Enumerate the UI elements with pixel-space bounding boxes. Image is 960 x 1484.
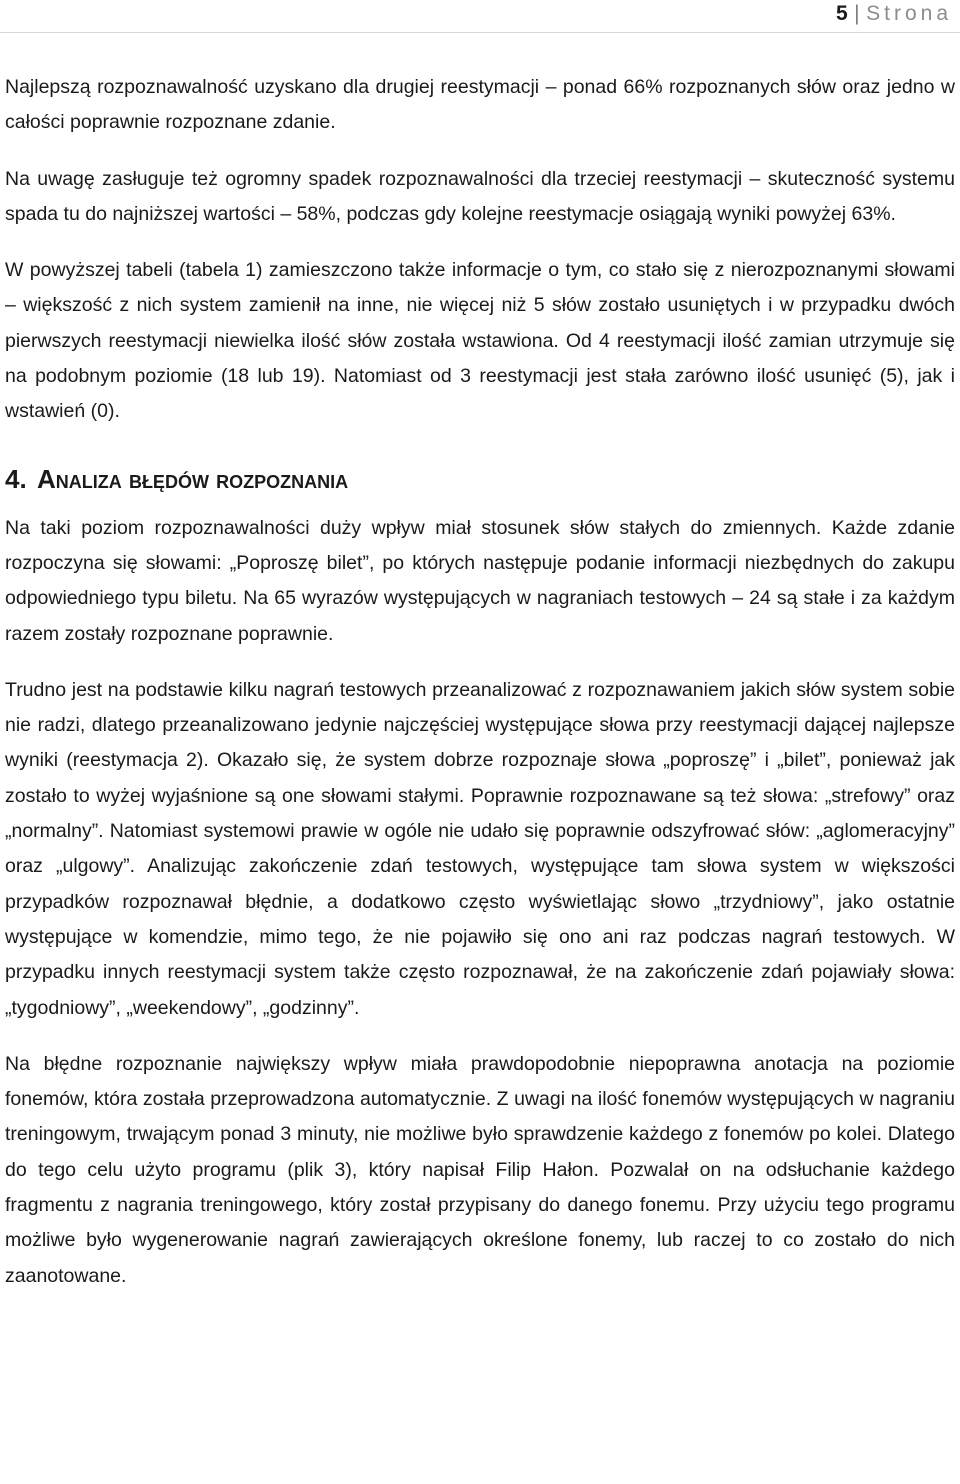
section-number: 4. [5,463,27,494]
paragraph-word-analysis: Trudno jest na podstawie kilku nagrań testowych przeanalizować z rozpoznawaniem jakich słów system sobie nie radzi, dlatego przeanalizowano jedynie najczęściej występujące słowa przy reestymacji dającej najlepsze wyniki (reestymacja 2). Okazało się, że system dobrze rozpoznaje słowa „poproszę” i „bilet”, ponieważ jak zostało to wyżej wyjaśnione są one słowami stałymi. Poprawnie rozpoznawane są też słowa: „strefowy” oraz „normalny”. Natomiast systemowi prawie w ogóle nie udało się poprawnie odszyfrować słów: „aglomeracyjny” oraz „ulgowy”. Analizując zakończenie zdań testowych, występujące tam słowa system w większości przypadków rozpoznawał błędnie, a dodatkowo często wyświetlając słowo „trzydniowy”, jako ostatnie występujące w komendzie, mimo tego, że nie pojawiło się ono ani raz podczas nagrań testowych. W przypadku innych reestymacji system także często rozpoznawał, że na zakończenie zdań pojawiały słowa: „tygodniowy”, „weekendowy”, „godzinny”. [5,678,955,1019]
section-title: Analiza błędów rozpoznania [36,463,349,494]
paragraph-table-info: W powyższej tabeli (tabela 1) zamieszczono także informacje o tym, co stało się z nierozpoznanymi słowami – większość z nich system zamienił na inne, nie więcej niż 5 słów zostało usuniętych i w przypadku dwóch pierwszych reestymacji niewielka ilość słów została wstawiona. Od 4 reestymacji ilość zamian utrzymuje się na podobnym poziomie (18 lub 19). Natomiast od 3 reestymacji jest stała zarówno ilość usunięć (5), jak i wstawień (0). [5,259,955,423]
paragraph-phoneme-annotation: Na błędne rozpoznanie największy wpływ miała prawdopodobnie niepoprawna anotacja na poziomie fonemów, która została przeprowadzona automatycznie. Z uwagi na ilość fonemów występujących w nagraniu treningowym, trwającym ponad 3 minuty, nie możliwe było sprawdzenie każdego z fonemów po kolei. Dlatego do tego celu użyto programu (plik 3), który napisał Filip Hałon. Pozwalał on na odsłuchanie każdego fragmentu z nagrania treningowego, który został przypisany do danego fonemu. Przy użyciu tego programu możliwe było wygenerowanie nagrań zawierających określone fonemy, lub raczej to co zostało do nich zaanotowane. [5,1052,955,1287]
page-word: Strona [866,2,952,25]
page-number: 5 [835,2,849,25]
header-rule [0,32,960,33]
header-separator: | [854,2,861,25]
page-header [836,2,952,26]
paragraph-fixed-words: Na taki poziom rozpoznawalności duży wpływ miał stosunek słów stałych do zmiennych. Każde zdanie rozpoczyna się słowami: „Poproszę bilet”, po których następuje podanie informacji niezbędnych do zakupu odpowiedniego typu biletu. Na 65 wyrazów występujących w nagraniach testowych – 24 są stałe i za każdym razem zostały rozpoznane poprawnie. [5,516,955,645]
paragraph-third-reestimation: Na uwagę zasługuje też ogromny spadek rozpoznawalności dla trzeciej reestymacji – skuteczność systemu spada tu do najniższej wartości – 58%, podczas gdy kolejne reestymacje osiągają wyniki powyżej 63%. [5,167,955,225]
document-body [5,70,955,1294]
section-heading [5,453,955,499]
paragraph-best-recognition: Najlepszą rozpoznawalność uzyskano dla drugiej reestymacji – ponad 66% rozpoznanych słów oraz jedno w całości poprawnie rozpoznane zdanie. [5,76,955,134]
